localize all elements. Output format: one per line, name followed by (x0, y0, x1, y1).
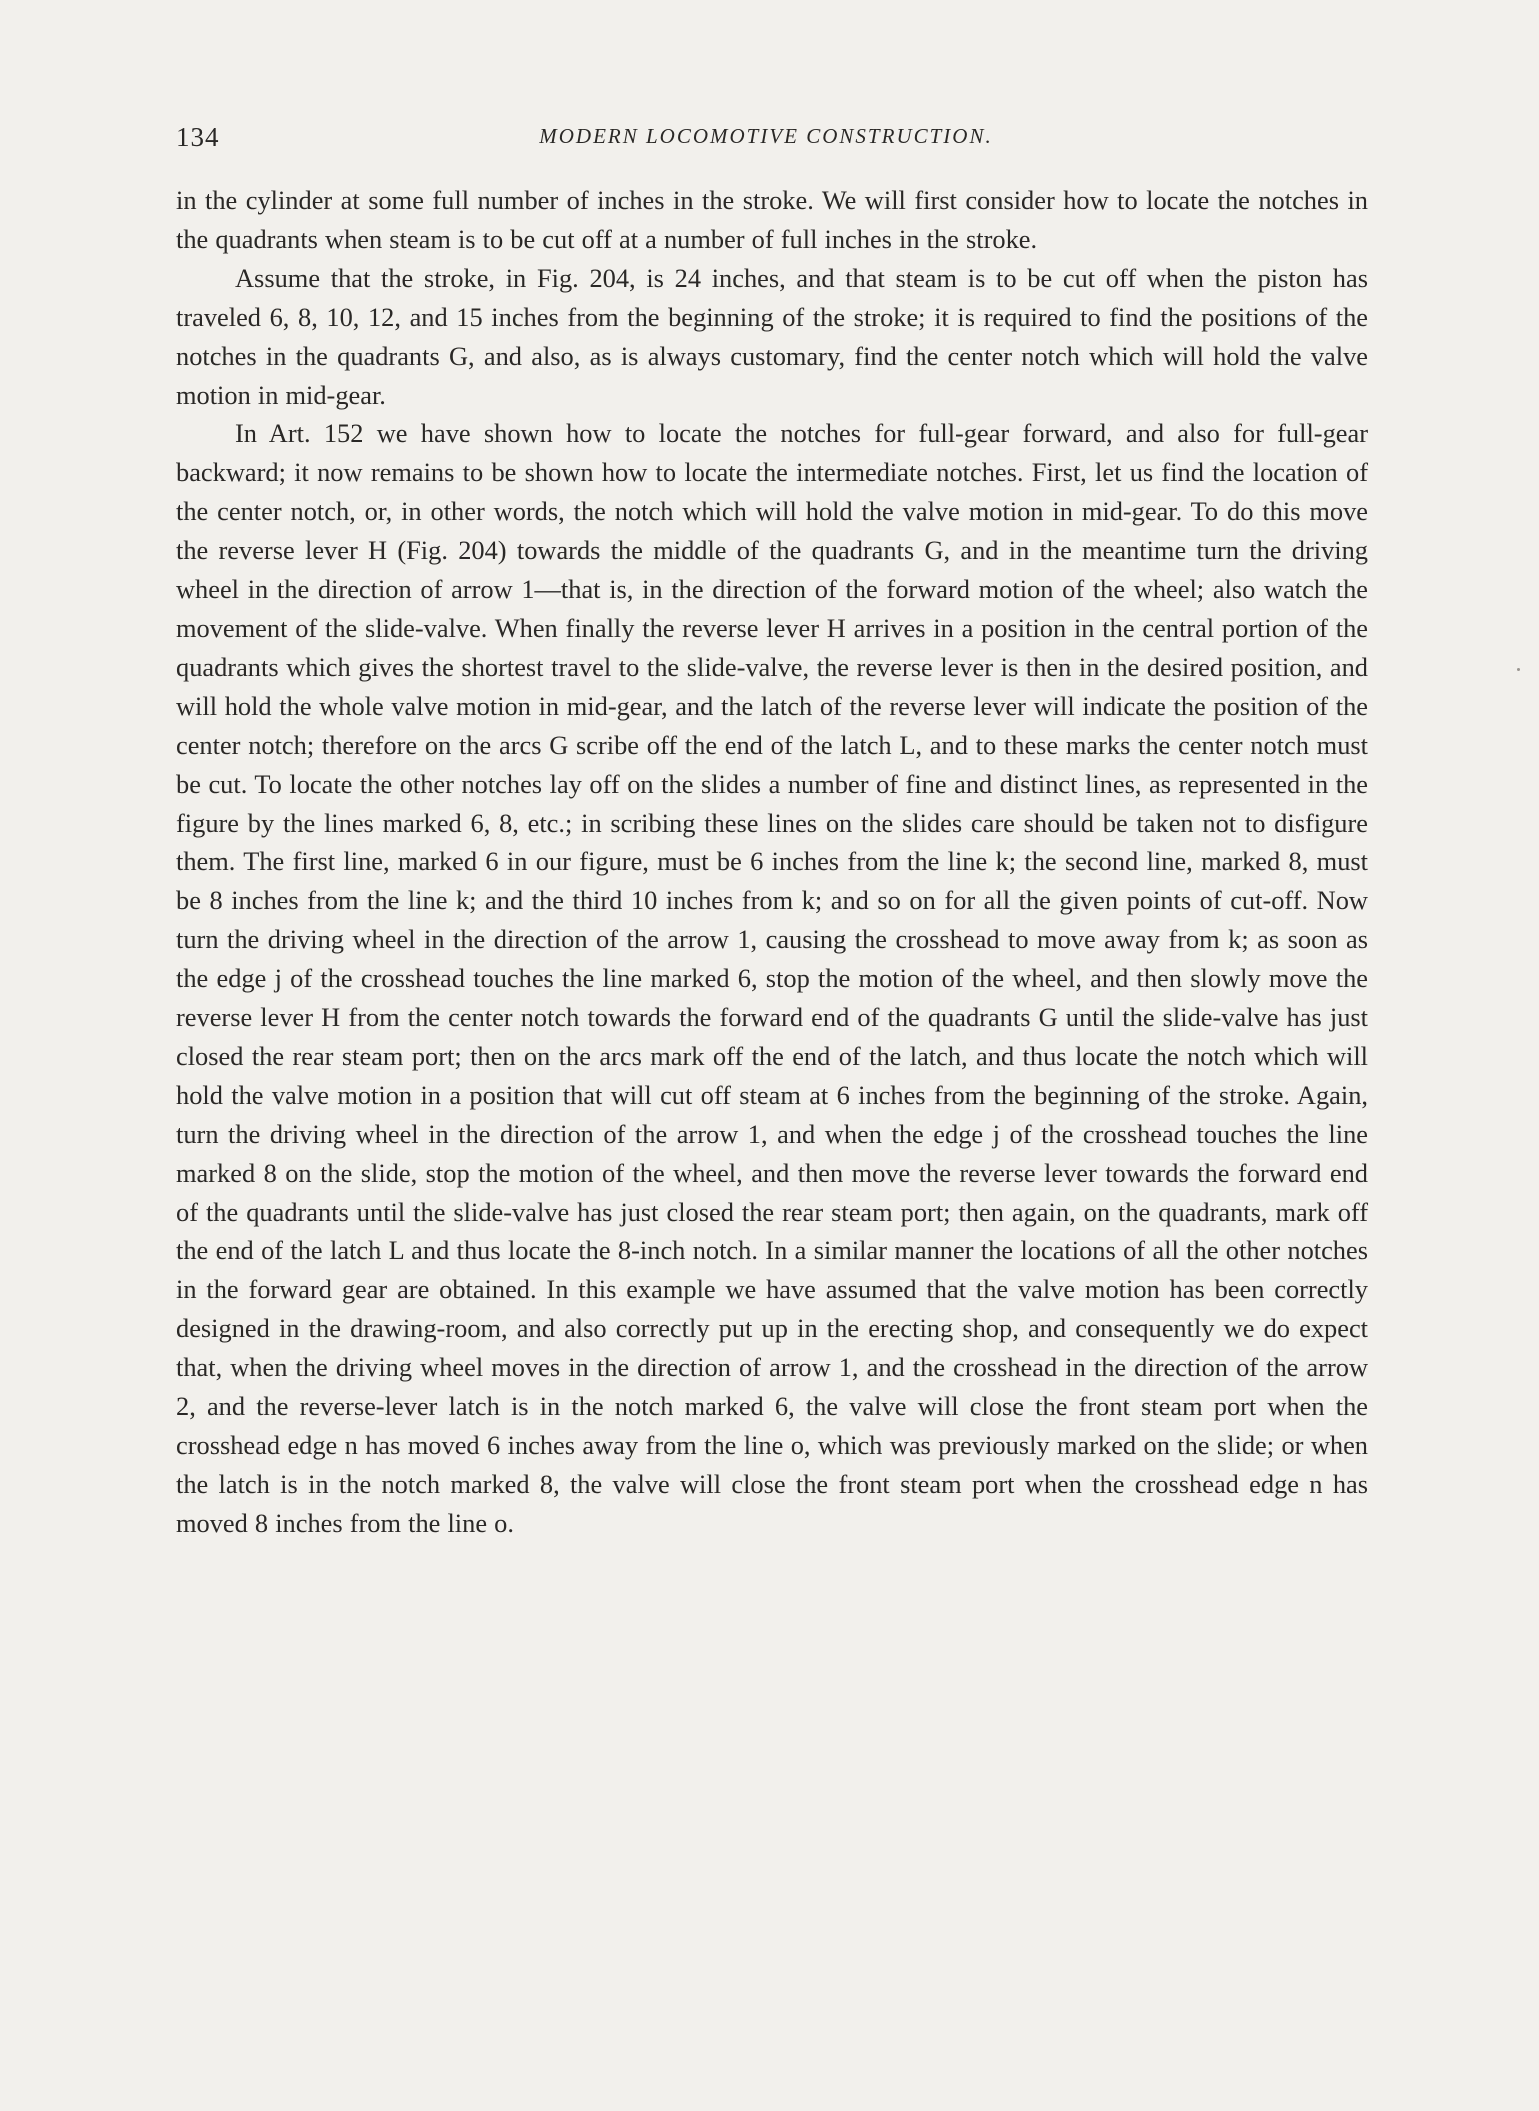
margin-speck (1517, 668, 1520, 671)
body-text (176, 181, 1368, 1543)
paragraph-continuation: in the cylinder at some full number of inches in the stroke. We will first consider how to locate the notches in the quadrants when steam is to be cut off at a number of full inches in the stroke. (176, 185, 1368, 254)
running-title: MODERN LOCOMOTIVE CONSTRUCTION. (539, 124, 993, 148)
paragraph-locate-notches: In Art. 152 we have shown how to locate the notches for full-gear forward, and also for full-gear backward; it now remains to be shown how to locate the intermediate notches. First, let us find the location of the center notch, or, in other words, the notch which will hold the valve motion in mid-gear. To do this move the reverse lever H (Fig. 204) towards the middle of the quadrants G, and in the meantime turn the driving wheel in the direction of arrow 1—that is, in the direction of the forward motion of the wheel; also watch the movement of the slide-valve. When finally the reverse lever H arrives in a position in the central portion of the quadrants which gives the shortest travel to the slide-valve, the reverse lever is then in the desired position, and will hold the whole valve motion in mid-gear, and the latch of the reverse lever will indicate the position of the center notch; therefore on the arcs G scribe off the end of the latch L, and to these marks the center notch must be cut. To locate the other notches lay off on the slides a number of fine and distinct lines, as represented in the figure by the lines marked 6, 8, etc.; in scribing these lines on the slides care should be taken not to disfigure them. The first line, marked 6 in our figure, must be 6 inches from the line k; the second line, marked 8, must be 8 inches from the line k; and the third 10 inches from k; and so on for all the given points of cut-off. Now turn the driving wheel in the direction of the arrow 1, causing the crosshead to move away from k; as soon as the edge j of the crosshead touches the line marked 6, stop the motion of the wheel, and then slowly move the reverse lever H from the center notch towards the forward end of the quadrants G until the slide-valve has just closed the rear steam port; then on the arcs mark off the end of the latch, and thus locate the notch which will hold the valve motion in a position that will cut off steam at 6 inches from the beginning of the stroke. Again, turn the driving wheel in the direction of the arrow 1, and when the edge j of the crosshead touches the line marked 8 on the slide, stop the motion of the wheel, and then move the reverse lever towards the forward end of the quadrants until the slide-valve has just closed the rear steam port; then again, on the quadrants, mark off the end of the latch L and thus locate the 8-inch notch. In a similar manner the locations of all the other notches in the forward gear are obtained. In this example we have assumed that the valve motion has been correctly designed in the drawing-room, and also correctly put up in the erecting shop, and consequently we do expect that, when the driving wheel moves in the direction of arrow 1, and the crosshead in the direction of the arrow 2, and the reverse-lever latch is in the notch marked 6, the valve will close the front steam port when the crosshead edge n has moved 6 inches away from the line o, which was previously marked on the slide; or when the latch is in the notch marked 8, the valve will close the front steam port when the crosshead edge n has moved 8 inches from the line o. (176, 418, 1368, 1538)
paragraph-assume-stroke: Assume that the stroke, in Fig. 204, is 24 inches, and that steam is to be cut off when the piston has traveled 6, 8, 10, 12, and 15 inches from the beginning of the stroke; it is required to find the positions of the notches in the quadrants G, and also, as is always customary, find the center notch which will hold the valve motion in mid-gear. (176, 262, 1368, 410)
running-header (176, 122, 1366, 162)
page-number: 134 (176, 122, 220, 152)
